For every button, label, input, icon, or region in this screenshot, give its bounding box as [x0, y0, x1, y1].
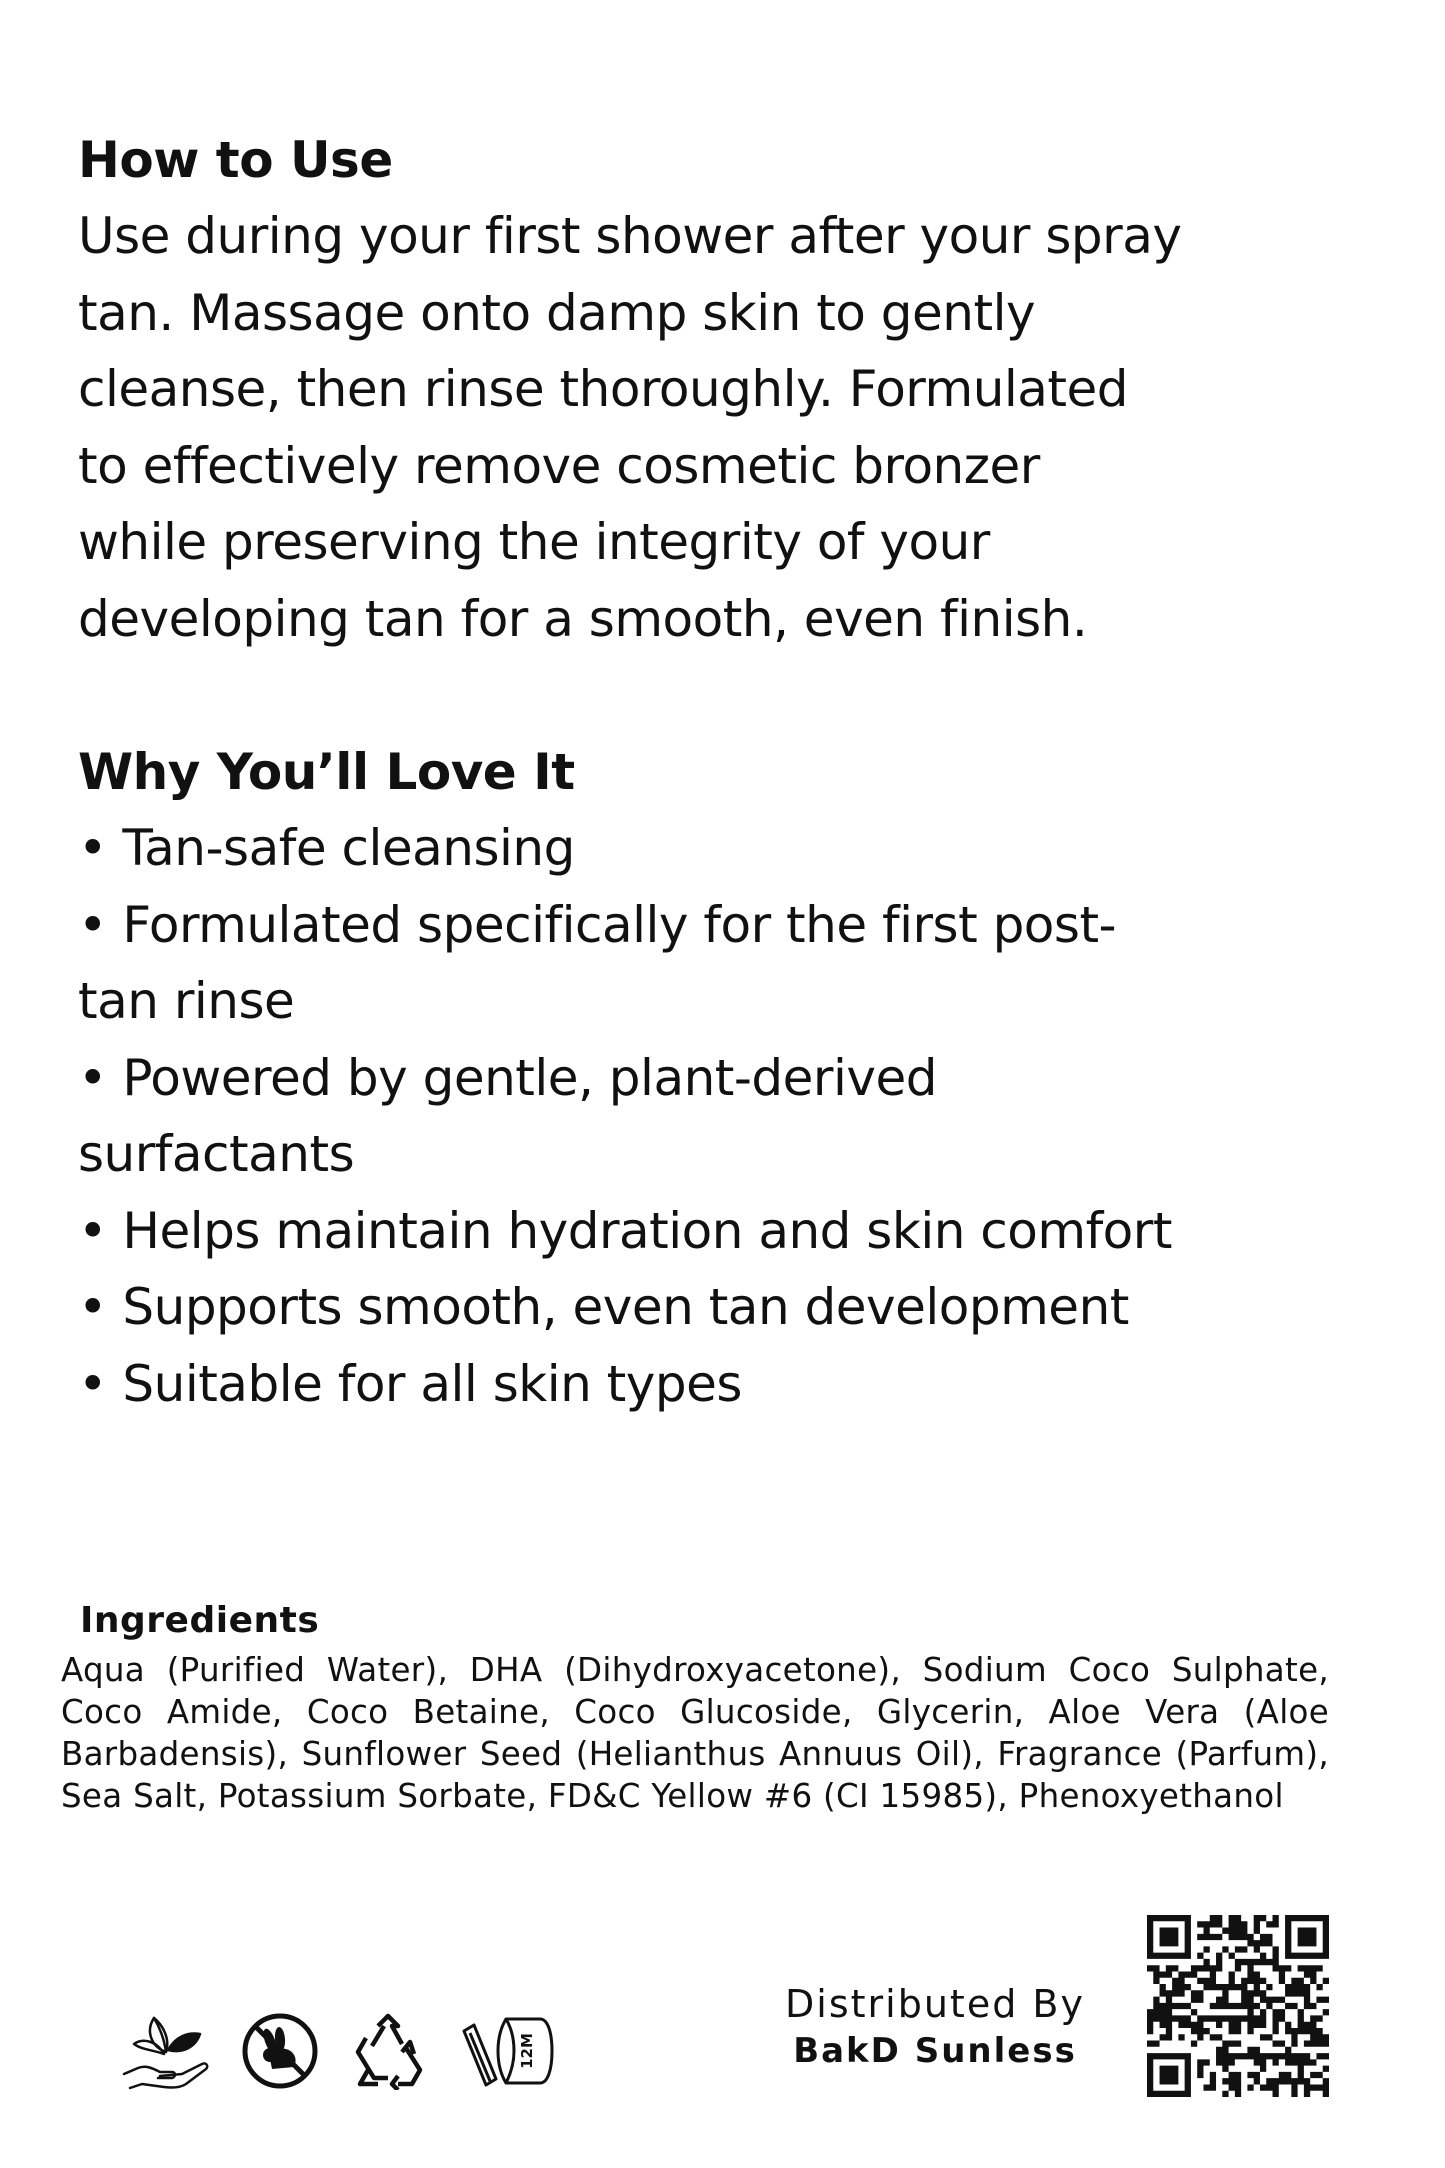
pao-label: 12M [518, 2033, 536, 2069]
benefit-line: • Powered by gentle, plant-derived [78, 1048, 937, 1107]
recycle-icon [348, 2012, 432, 2090]
how-to-use-line: to effectively remove cosmetic bronzer [78, 436, 1040, 495]
why-love-heading: Why You’ll Love It [78, 743, 575, 801]
how-to-use-line: cleanse, then rinse thoroughly. Formulated [78, 360, 1129, 418]
how-to-use-line: while preserving the integrity of your [78, 513, 990, 571]
benefit-line: • Helps maintain hydration and skin comfort [78, 1201, 1172, 1260]
benefit-line: • Suitable for all skin types [78, 1354, 742, 1413]
ingredients-title: Ingredients [80, 1600, 320, 1641]
benefit-line: tan rinse [78, 972, 295, 1030]
distributed-by-label: Distributed By [785, 1982, 1085, 2026]
distributor-block [760, 1980, 1110, 2074]
benefit-line: surfactants [78, 1125, 355, 1183]
benefit-line: • Formulated specifically for the first post- [78, 895, 1117, 954]
how-to-use-line: Use during your first shower after your spray [78, 207, 1182, 265]
how-to-use-heading: How to Use [78, 131, 393, 189]
how-to-use-section [78, 122, 1328, 657]
plant-in-hand-icon [120, 2010, 212, 2092]
period-after-opening-icon [460, 2011, 556, 2091]
why-love-section [78, 734, 1328, 1422]
ingredients-text: Aqua (Purified Water), DHA (Dihydroxyacetone), Sodium Coco Sulphate, Coco Amide, Coco Betaine, Coco Glucoside, Glycerin, Aloe Vera (Aloe Barbadensis), Sunflower Seed (Helianthus Annuus Oil), Fragrance (Parfum), Sea Salt, Potassium Sorbate, FD&C Yellow #6 (CI 15985), Phenoxyethanol [61, 1651, 1329, 1815]
ingredients-section [61, 1595, 1329, 1817]
benefits-list [78, 810, 1328, 1422]
distributor-name: BakD Sunless [793, 2031, 1077, 2071]
cruelty-free-rabbit-icon [240, 2011, 320, 2091]
badge-row [120, 2010, 556, 2092]
qr-code-icon [1147, 1915, 1329, 2097]
benefit-line: • Tan-safe cleansing [78, 819, 575, 877]
how-to-use-line: developing tan for a smooth, even finish. [78, 589, 1088, 648]
how-to-use-line: tan. Massage onto damp skin to gently [78, 283, 1036, 342]
benefit-line: • Supports smooth, even tan development [78, 1278, 1129, 1336]
